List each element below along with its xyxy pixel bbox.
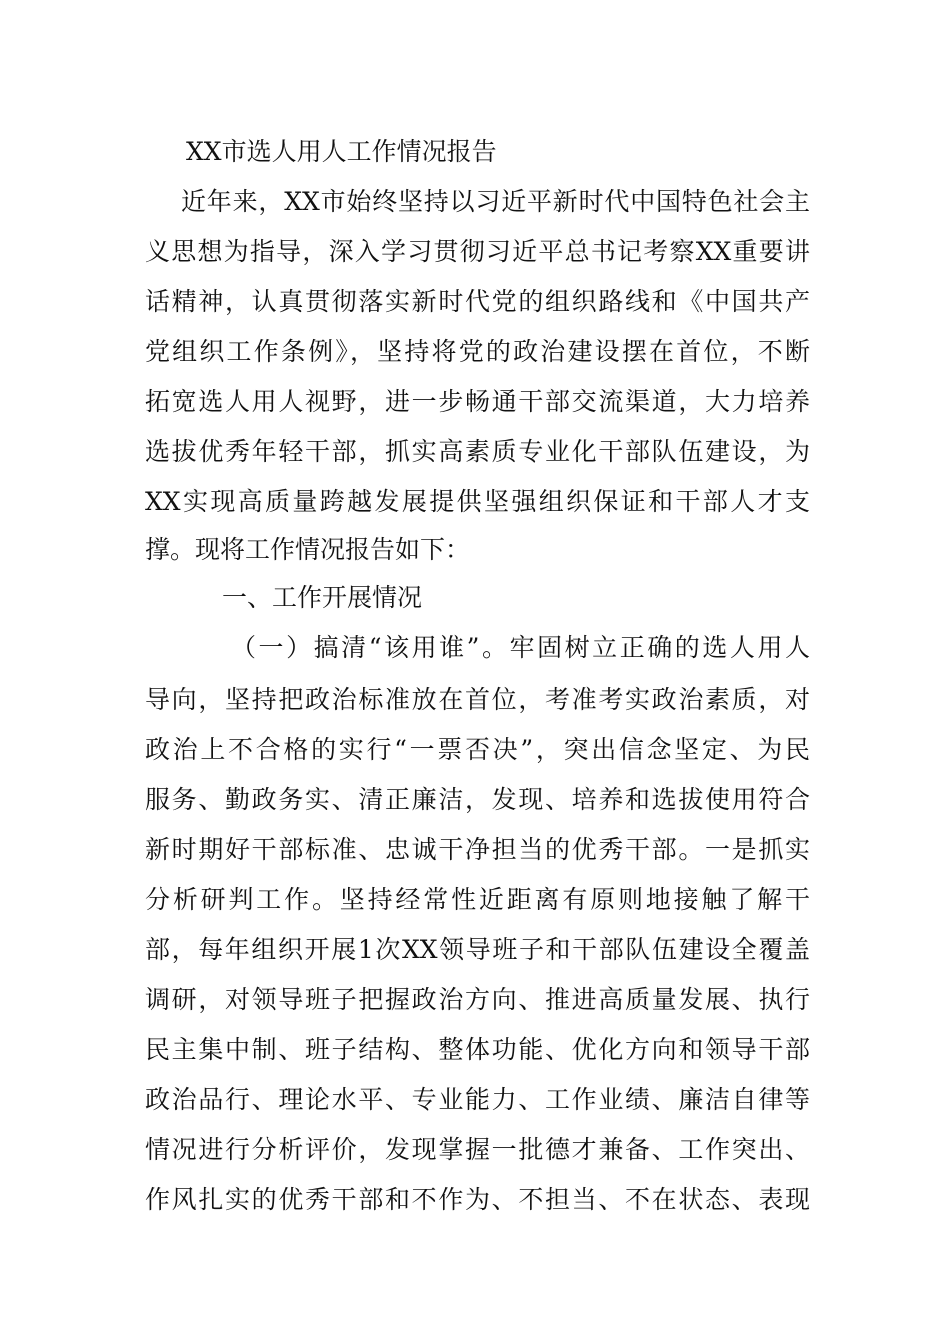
section-line-7: 部，每年组织开展1次XX领导班子和干部队伍建设全覆盖 (145, 935, 810, 964)
section-heading: 一、工作开展情况 (222, 583, 423, 612)
section-line-3: 政治上不合格的实行“一票否决”，突出信念坚定、为民 (145, 735, 810, 764)
intro-line-8: 撑。现将工作情况报告如下： (145, 535, 471, 564)
section-line-9: 民主集中制、班子结构、整体功能、优化方向和领导干部 (145, 1035, 810, 1064)
intro-line-1: 近年来，XX市始终坚持以习近平新时代中国特色社会主 (181, 187, 810, 216)
intro-line-6: 选拔优秀年轻干部，抓实高素质专业化干部队伍建设，为 (145, 437, 810, 466)
intro-line-3: 话精神，认真贯彻落实新时代党的组织路线和《中国共产 (145, 287, 810, 316)
section-line-5: 新时期好干部标准、忠诚干净担当的优秀干部。一是抓实 (145, 835, 810, 864)
section-line-11: 情况进行分析评价，发现掌握一批德才兼备、工作突出、 (145, 1135, 810, 1164)
section-line-8: 调研，对领导班子把握政治方向、推进高质量发展、执行 (145, 985, 810, 1014)
section-line-1: （一）搞清“该用谁”。牢固树立正确的选人用人 (231, 633, 810, 662)
section-line-6: 分析研判工作。坚持经常性近距离有原则地接触了解干 (145, 885, 810, 914)
document-title: XX市选人用人工作情况报告 (186, 137, 497, 166)
intro-line-4: 党组织工作条例》，坚持将党的政治建设摆在首位，不断 (145, 337, 810, 366)
section-line-12: 作风扎实的优秀干部和不作为、不担当、不在状态、表现 (145, 1185, 810, 1214)
intro-line-2: 义思想为指导，深入学习贯彻习近平总书记考察XX重要讲 (145, 237, 810, 266)
intro-line-7: XX实现高质量跨越发展提供坚强组织保证和干部人才支 (145, 487, 810, 516)
section-line-10: 政治品行、理论水平、专业能力、工作业绩、廉洁自律等 (145, 1085, 810, 1114)
section-line-2: 导向，坚持把政治标准放在首位，考准考实政治素质，对 (145, 685, 810, 714)
section-line-4: 服务、勤政务实、清正廉洁，发现、培养和选拔使用符合 (145, 785, 810, 814)
intro-line-5: 拓宽选人用人视野，进一步畅通干部交流渠道，大力培养 (145, 387, 810, 416)
